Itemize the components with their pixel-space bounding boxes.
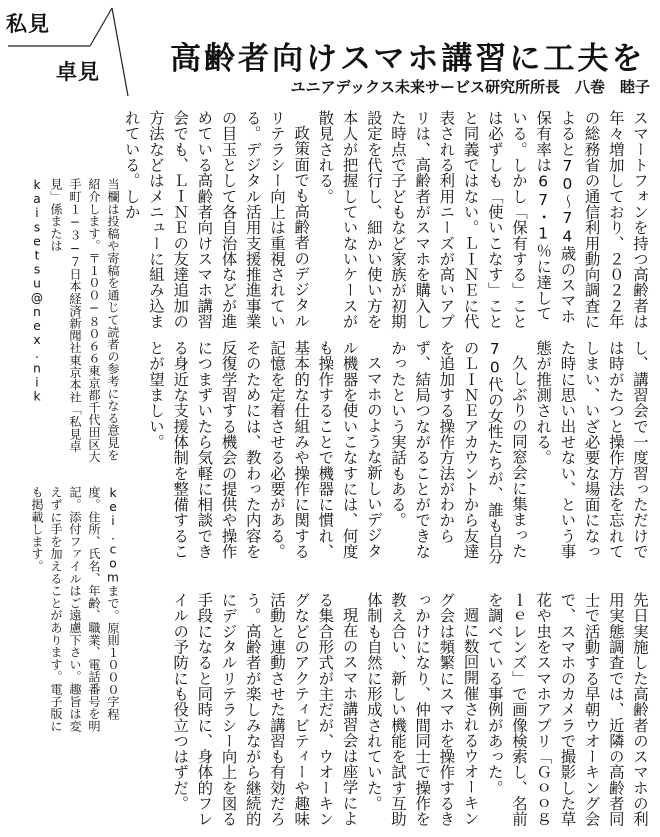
article-paragraph: 政策面でも高齢者のデジタルリテラシー向上は重視されている。デジタル活用支援推進事業の目玉として各自治体などが進めている高齢者向けスマホ講習会でも、ＬＩＮＥの友達追加の方法などはメニューに組み込まれている。しか bbox=[122, 110, 311, 330]
corner-label-line2: 卓見 bbox=[56, 60, 100, 84]
article-column-bottom bbox=[128, 592, 652, 830]
article-paragraph: 週に数回開催されるウオーキング会は頻繁にスマホを操作するきっかけになり、仲間同士で操作を教え合い、新しい機能を試す互助体制も自然に形成されていた。 bbox=[364, 592, 480, 827]
article-title: 高齢者向けスマホ講習に工夫を bbox=[170, 40, 646, 77]
submission-notice: 当欄は投稿や寄稿を通じて読者の参考になる意見を紹介します。〒１００−８０６６東京都千代田区大手町１−３−７日本経済新聞社東京本社「私見卓見」係またはkaisetsu@nex.nik bbox=[30, 178, 120, 463]
article-paragraph: し、講習会で一度習っただけでは時がたつと操作方法を忘れてしまい、いざ必要な場面になった時に思い出せない、という事態が推測される。 bbox=[534, 340, 649, 560]
article-paragraph: スマホのような新しいデジタル機器を使いこなすには、何度も操作することで機器に慣れ、基本的な仕組みや操作に関する記憶を定着させる必要がある。そのためには、教わった内容を反復学習する機会の提供や操作につまずいたら気軽に相談できる身近な支援体制を整備することが望ましい。 bbox=[146, 340, 383, 560]
article-column-top bbox=[122, 110, 652, 335]
article-paragraph: 先日実施した高齢者のスマホの利用実態調査では、近隣の高齢者同士で活動する早朝ウオーキング会で、スマホのカメラで撮影した草花や虫をスマホアプリ「Ｇｏｏｇｌｅレンズ」で画像検索し、名前を調べている事例があった。 bbox=[485, 592, 649, 827]
article-paragraph: 久しぶりの同窓会に集まった70代の女性たちが、誰も自分のＬＩＮＥアカウントから友達を追加する操作方法がわからず、結局つながることができなかったという実話もある。 bbox=[388, 340, 528, 565]
article-paragraph: スマートフォンを持つ高齢者は年々増加しており、２０２２年の総務省の通信利用動向調査によると70〜74歳のスマホ保有率は67・1％に達している。しかし「保有する」ことは必ずしも「使いこなす」ことと同義ではない。ＬＩＮＥに代表される利用ニーズが高いアプリは、高齢者がスマホを購入した時点で子どもなど家族が初期設定を代行し、細かい使い方を本人が把握していないケースが散見される。 bbox=[316, 110, 649, 330]
submission-notice-continued: kei.comまで。原則１０００字程度。住所、氏名、年齢、職業、電話番号を明記。添付ファイルはご遠慮下さい。趣旨は変えずに手を加えることがあります。電子版にも掲載します。 bbox=[30, 486, 120, 732]
author-byline: ユニアデックス未来サービス研究所所長 八巻 睦子 bbox=[290, 78, 650, 96]
article-paragraph: 現在のスマホ講習会は座学による集合形式が主だが、ウオーキングなどのアクティビティーや趣味活動と連動させた講習も有効だろう。高齢者が楽しみながら継続的にデジタルリテラシー向上を図る手段になると同時に、身体的フレイルの予防にも役立つはずだ。 bbox=[171, 592, 359, 827]
article-column-middle bbox=[128, 340, 652, 565]
corner-label-line1: 私見 bbox=[6, 12, 50, 36]
